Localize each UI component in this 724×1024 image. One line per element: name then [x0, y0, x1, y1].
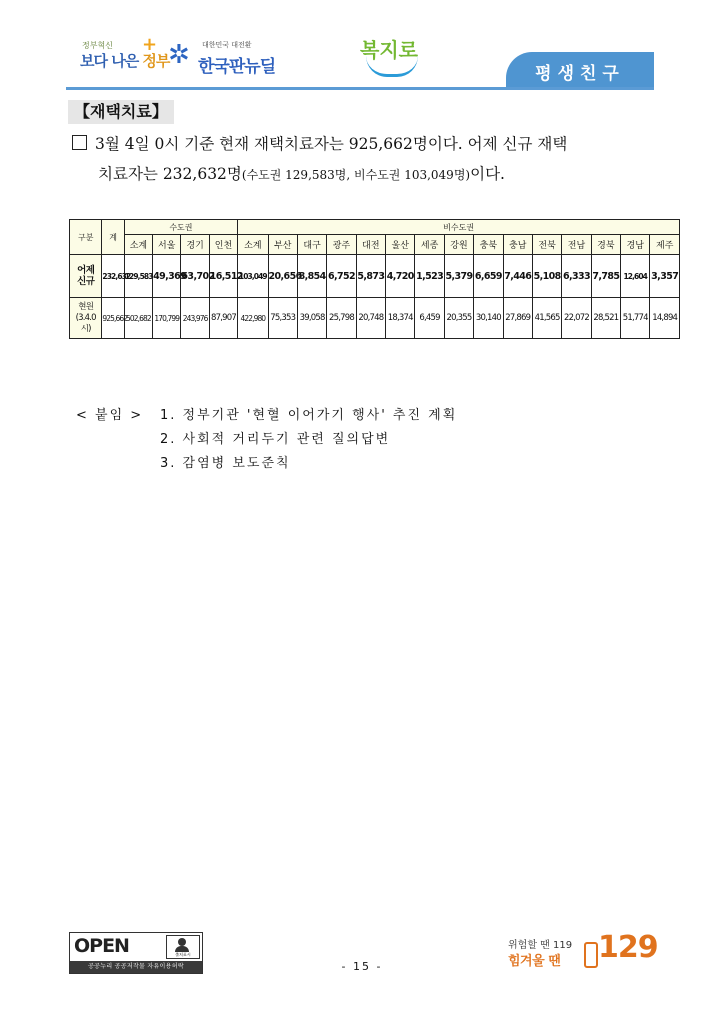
table-cell: 49,369 [153, 255, 181, 298]
gov-innovation-logo [80, 34, 170, 76]
table-cell: 41,565 [532, 298, 561, 339]
table-cell: 243,976 [181, 298, 209, 339]
hotline-line-2: 힘겨울 땐 [508, 954, 561, 969]
table-cell: 20,748 [356, 298, 385, 339]
paragraph-line-2-main: 치료자는 232,632명 [98, 165, 242, 183]
attachment-item: 2. 사회적 거리두기 관련 질의답변 [160, 432, 391, 447]
table-cell: 1,523 [415, 255, 444, 298]
header-gubun: 구분 [70, 220, 102, 255]
table-cell: 20,355 [444, 298, 473, 339]
hotline-line-1: 위험할 땐 119 [508, 940, 573, 951]
hotline-number: 129 [598, 930, 658, 965]
table-cell: 925,662 [102, 298, 124, 339]
table-cell: 502,682 [124, 298, 152, 339]
header-gwangju: 광주 [327, 235, 356, 255]
hotline-129-logo [502, 930, 662, 974]
header-total: 계 [102, 220, 124, 255]
row-label-line: 현원 [78, 301, 94, 312]
row-label-line: (3.4.0 [75, 312, 96, 323]
attachment-item: 1. 정부기관 '현혈 이어가기 행사' 추진 계획 [160, 408, 458, 423]
table-cell: 25,798 [327, 298, 356, 339]
table-cell: 6,459 [415, 298, 444, 339]
home-treatment-table [69, 219, 680, 339]
header-seoul: 서울 [153, 235, 181, 255]
section-title: 【재택치료】 [68, 100, 174, 124]
table-cell: 87,907 [209, 298, 237, 339]
attribution-person-icon [166, 935, 200, 959]
table-cell: 7,785 [591, 255, 620, 298]
row-label-line: 어제 [77, 265, 95, 276]
table-cell: 63,702 [181, 255, 209, 298]
header-jeonbuk: 전북 [532, 235, 561, 255]
table-cell: 30,140 [474, 298, 503, 339]
header-chungnam: 충남 [503, 235, 532, 255]
table-cell: 14,894 [650, 298, 680, 339]
logo-newdeal-main: 한국판뉴딜 [198, 57, 276, 77]
bokjiro-logo [360, 34, 424, 80]
paragraph-line-2 [98, 162, 505, 184]
row-label-new [70, 255, 102, 298]
checkbox-square-icon [72, 135, 87, 150]
table-header-row-1 [70, 220, 680, 235]
logo-gov-main-b: 정부 [142, 52, 170, 70]
attribution-caption: 출처표시 [175, 952, 191, 957]
plus-icon: + [142, 34, 158, 55]
table-cell: 39,058 [297, 298, 326, 339]
table-cell: 3,357 [650, 255, 680, 298]
header-gyeongnam: 경남 [621, 235, 650, 255]
header-sejong: 세종 [415, 235, 444, 255]
logo-newdeal-sub: 대한민국 대전환 [202, 41, 252, 49]
table-cell: 5,873 [356, 255, 385, 298]
header-jeju: 제주 [650, 235, 680, 255]
table-cell: 5,379 [444, 255, 473, 298]
table-cell: 20,656 [268, 255, 297, 298]
header-gyeongbuk: 경북 [591, 235, 620, 255]
paragraph-line-1 [72, 132, 567, 154]
list-item [76, 404, 457, 428]
header-gangwon: 강원 [444, 235, 473, 255]
table-cell: 4,720 [386, 255, 415, 298]
table-cell: 170,799 [153, 298, 181, 339]
list-item [76, 428, 457, 452]
table-cell: 51,774 [621, 298, 650, 339]
header-daejeon: 대전 [356, 235, 385, 255]
table-cell: 232,632 [102, 255, 124, 298]
row-label-line: 시) [80, 323, 91, 334]
list-item [76, 452, 457, 476]
attachments-list [76, 404, 457, 476]
header-noncapital-group: 비수도권 [238, 220, 680, 235]
header-ulsan: 울산 [386, 235, 415, 255]
table-cell: 129,583 [124, 255, 152, 298]
page-number: - 15 - [341, 960, 383, 973]
table-cell: 28,521 [591, 298, 620, 339]
header-incheon: 인천 [209, 235, 237, 255]
header-daegu: 대구 [297, 235, 326, 255]
paragraph-line-1-text: 3월 4일 0시 기준 현재 재택치료자는 925,662명이다. 어제 신규 재택 [95, 135, 568, 153]
table-cell: 422,980 [238, 298, 268, 339]
table-cell: 27,869 [503, 298, 532, 339]
table-row [70, 298, 680, 339]
table-cell: 7,446 [503, 255, 532, 298]
table-cell: 12,604 [621, 255, 650, 298]
attachments-label: < 붙임 > [76, 408, 144, 423]
table-cell: 5,108 [532, 255, 561, 298]
header-divider [66, 87, 654, 90]
paragraph-line-2-paren: (수도권 129,583명, 비수도권 103,049명) [241, 168, 471, 182]
header-capital-subtotal: 소계 [124, 235, 152, 255]
row-label-current [70, 298, 102, 339]
logo-gov-main-a: 보다 나은 [80, 52, 143, 70]
paragraph-line-2-end: 이다. [470, 165, 505, 183]
open-license-text: OPEN [74, 935, 129, 957]
star-burst-icon: ✲ [168, 40, 190, 70]
header-busan: 부산 [268, 235, 297, 255]
table-cell: 22,072 [562, 298, 591, 339]
logo-bokjiro-text: 복지로 [360, 38, 418, 62]
table-header-row-2 [70, 235, 680, 255]
table-cell: 16,512 [209, 255, 237, 298]
header-tab-lifelong-friend: 평생친구 [506, 52, 654, 90]
table-cell: 18,374 [386, 298, 415, 339]
header-chungbuk: 충북 [474, 235, 503, 255]
open-license-strip: 공공누리 공공저작물 자유이용허락 [70, 961, 202, 973]
korean-new-deal-logo [168, 38, 288, 78]
phone-icon [584, 942, 598, 968]
table-cell: 8,854 [297, 255, 326, 298]
header-noncapital-subtotal: 소계 [238, 235, 268, 255]
header-capital-group: 수도권 [124, 220, 237, 235]
table-cell: 6,752 [327, 255, 356, 298]
header-gyeonggi: 경기 [181, 235, 209, 255]
attachment-item: 3. 감염병 보도준칙 [160, 456, 291, 471]
table-cell: 6,659 [474, 255, 503, 298]
table-cell: 103,049 [238, 255, 268, 298]
header-jeonnam: 전남 [562, 235, 591, 255]
logo-gov-small-text: 정부혁신 [82, 41, 113, 50]
table-cell: 6,333 [562, 255, 591, 298]
table-row [70, 255, 680, 298]
row-label-line: 신규 [77, 276, 95, 287]
smile-swoosh-icon [366, 56, 418, 77]
table-cell: 75,353 [268, 298, 297, 339]
